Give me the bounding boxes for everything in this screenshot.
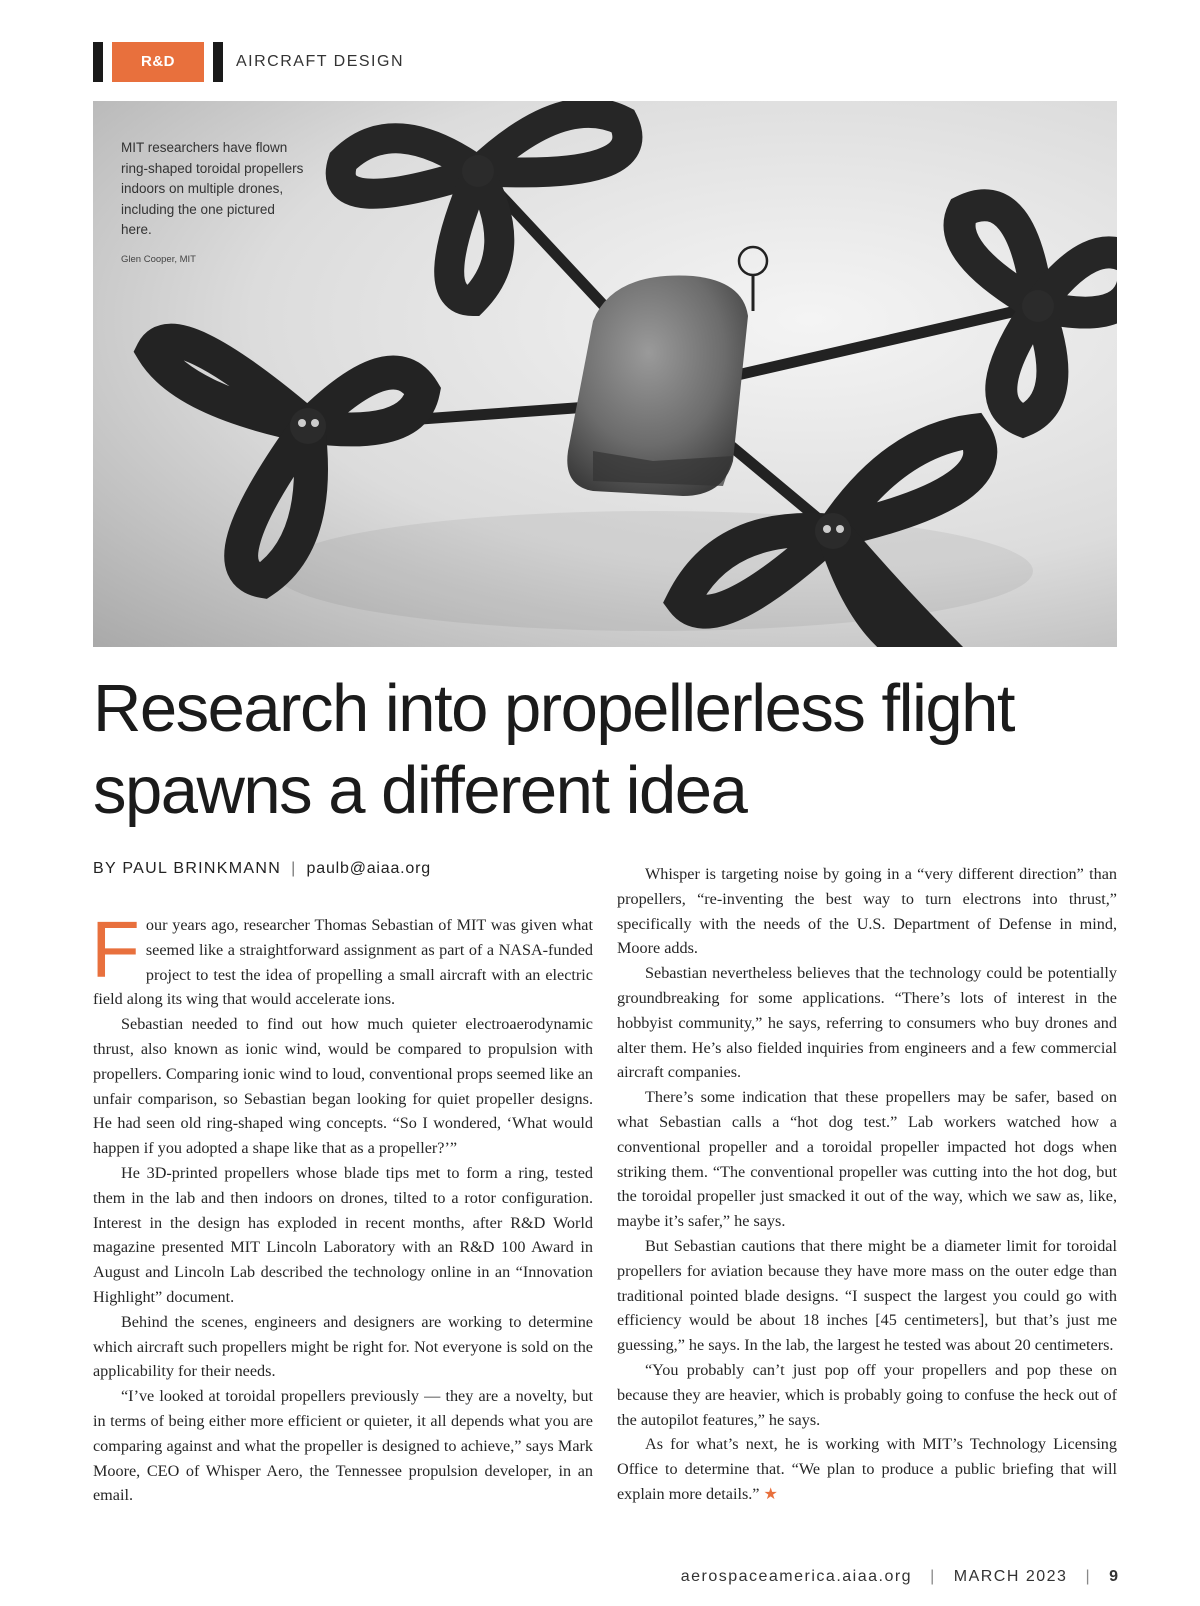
paragraph: He 3D-printed propellers whose blade tips met to form a ring, tested them in the lab and then indoors on drones, tilted to a rotor configuration. Interest in the design has exploded in recent months, after R&D World magazine presented MIT Lincoln Laboratory with an R&D 100 Award in August and Lincoln Lab described the technology online in an “Innovation Highlight” document. [93, 1163, 593, 1306]
article-column-left [91, 905, 593, 1508]
footer-separator: | [1085, 1568, 1092, 1585]
page-footer [681, 1568, 1118, 1586]
article-headline: Research into propellerless flight spawns a different idea [93, 671, 1014, 828]
paragraph: Whisper is targeting noise by going in a “very different direction” than propellers, “re-inventing the best way to turn electrons into thrust,” specifically with the needs of the U.S. Department of Defense in mind, Moore adds. [617, 865, 1117, 958]
paragraph: But Sebastian cautions that there might be a diameter limit for toroidal propellers for aviation because they have more mass on the outer edge than traditional pointed blade designs. “I suspect the largest you could go with efficiency would be about 18 inches [45 centimeters], but that’s just me guessing,” he says. In the lab, the largest he tested was about 20 centimeters. [617, 1236, 1117, 1355]
paragraph: “You probably can’t just pop off your propellers and pop these on because they are heavier, which is probably going to confuse the heck out of the autopilot features,” he says. [617, 1360, 1117, 1429]
paragraph: “I’ve looked at toroidal propellers previously — they are a novelty, but in terms of being either more efficient or quieter, it all depends what you are comparing against and what the propeller is designed to achieve,” says Mark Moore, CEO of Whisper Aero, the Tennessee propulsion developer, in an email. [93, 1387, 593, 1505]
byline [93, 860, 431, 878]
paragraph: Behind the scenes, engineers and designers are working to determine which aircraft such propellers might be right for. Not everyone is sold on the applicability for their needs. [93, 1312, 593, 1381]
footer-separator: | [930, 1568, 936, 1585]
photo-caption: MIT researchers have flown ring-shaped toroidal propellers indoors on multiple drones, including the one pictured here. [121, 140, 304, 237]
photo-credit: Glen Cooper, MIT [121, 254, 196, 265]
section-tag: R&D [112, 42, 204, 82]
footer-date: MARCH 2023 [953, 1568, 1068, 1585]
paragraph: There’s some indication that these propellers may be safer, based on what Sebastian calls a “hot dog test.” Lab workers watched how a conventional propeller and a toroidal propeller impacted hot dogs when striking them. “The conventional propeller was cutting into the hot dog, but the toroidal propeller just smacked it out of the way, which we saw as, like, maybe it’s safer,” he says. [617, 1088, 1117, 1231]
page-number: 9 [1109, 1568, 1118, 1585]
paragraph: Four years ago, researcher Thomas Sebastian of MIT was given what seemed like a straightforward assignment as part of a NASA-funded project to test the idea of propelling a small aircraft with an electric field along its wing that would accelerate ions. [91, 905, 593, 1009]
drone-photo [93, 101, 1117, 647]
footer-site: aerospaceamerica.aiaa.org [680, 1568, 913, 1585]
header-bar-right [213, 42, 223, 82]
author-email-link[interactable]: paulb@aiaa.org [306, 860, 431, 877]
paragraph: Sebastian nevertheless believes that the technology could be potentially groundbreaking for some applications. “There’s lots of interest in the hobbyist community,” he says, referring to consumers who buy drones and alter them. He’s also fielded inquiries from engineers and a few commercial aircraft companies. [617, 964, 1117, 1082]
paragraph: Sebastian needed to find out how much quieter electroaerodynamic thrust, also known as ionic wind, would be compared to propulsion with propellers. Comparing ionic wind to loud, conventional props seemed like an unfair comparison, so Sebastian began looking for quiet propeller designs. He had seen old ring-shaped wing concepts. “So I wondered, ‘What would happen if you adopted a shape like that as a propeller?’” [93, 1015, 593, 1158]
article-column-right [617, 862, 1117, 1507]
end-star-icon: ★ [763, 1484, 779, 1503]
byline-separator: | [291, 860, 297, 877]
header-bar-left [93, 42, 103, 82]
byline-author: BY PAUL BRINKMANN [93, 860, 282, 877]
paragraph: As for what’s next, he is working with MIT’s Technology Licensing Office to determine that. “We plan to produce a public briefing that will explain more details.” ★ [617, 1435, 1117, 1503]
section-title: AIRCRAFT DESIGN [236, 53, 404, 70]
drop-cap: F [91, 905, 140, 994]
